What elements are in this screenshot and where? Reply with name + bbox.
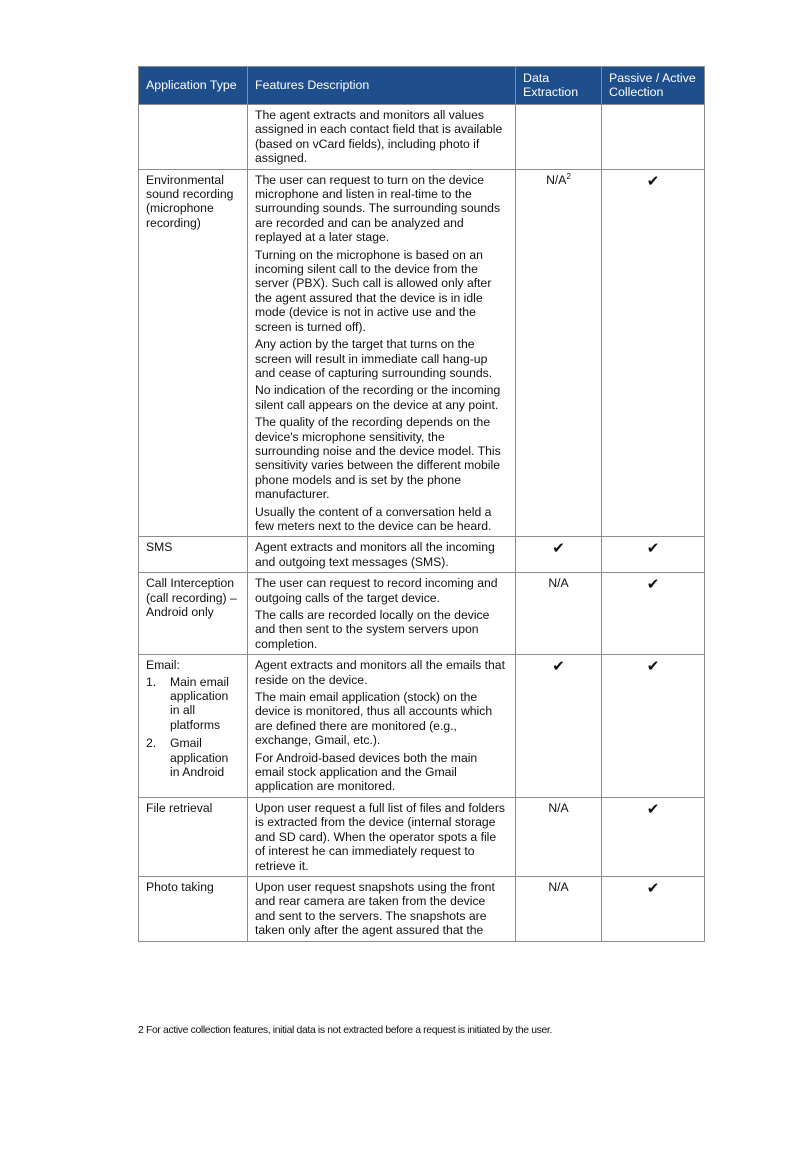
- checkmark-icon: ✔: [646, 172, 660, 190]
- checkmark-icon: ✔: [552, 658, 565, 676]
- description-cell: [248, 537, 516, 573]
- description-paragraph: The user can request to turn on the device microphone and listen in real-time to the surrounding sounds. The surrounding sounds are recorded and can be analyzed and replayed at a later stage.: [255, 172, 501, 245]
- table-row: [139, 876, 705, 941]
- description-paragraph: No indication of the recording or the incoming silent call appears on the device at any point.: [255, 383, 501, 412]
- data-extraction-cell: N/A: [516, 573, 602, 655]
- list-number: 2.: [146, 736, 157, 751]
- description-paragraph: The main email application (stock) on the device is monitored, thus all accounts which are defined there are monitored (e.g., exchange, Gmail, etc.).: [255, 690, 493, 748]
- header-application-type: Application Type: [139, 67, 248, 105]
- description-paragraph: Upon user request a full list of files and folders is extracted from the device (internal storage and SD card). When the operator spots a file of interest he can immediately request to retrieve it.: [255, 800, 505, 873]
- description-paragraph: Turning on the microphone is based on an incoming silent call to the device from the server (PBX). Such call is allowed only after the agent assured that the device is in idle mode (device is not in active use and the screen is turned off).: [255, 247, 492, 334]
- collection-cell: [602, 655, 705, 798]
- description-paragraph: Agent extracts and monitors all the incoming and outgoing text messages (SMS).: [255, 540, 495, 569]
- application-type-cell: File retrieval: [139, 797, 248, 876]
- description-paragraph: The quality of the recording depends on the device's microphone sensitivity, the surrounding noise and the device model. This sensitivity varies between the different mobile phone models and is set by the phone manufacturer.: [255, 415, 501, 502]
- table-row: [139, 537, 705, 573]
- checkmark-icon: ✔: [646, 800, 660, 818]
- table-row: [139, 797, 705, 876]
- list-item: [146, 736, 240, 779]
- description-cell: [248, 876, 516, 941]
- collection-cell: [602, 797, 705, 876]
- checkmark-icon: ✔: [646, 540, 660, 558]
- footnote-reference: 2: [566, 171, 571, 181]
- footnote: 2 For active collection features, initial data is not extracted before a request is initiated by the user.: [138, 1025, 552, 1036]
- data-extraction-cell: [516, 169, 602, 537]
- collection-cell: [602, 105, 705, 170]
- application-type-cell: Call Interception (call recording) – Android only: [139, 573, 248, 655]
- description-cell: [248, 797, 516, 876]
- description-paragraph: Any action by the target that turns on the screen will result in immediate call hang-up and cease of capturing surrounding sounds.: [255, 337, 493, 380]
- features-table: [138, 66, 705, 942]
- data-extraction-cell: [516, 105, 602, 170]
- header-data-extraction: Data Extraction: [516, 67, 602, 105]
- data-extraction-value: N/A: [546, 172, 567, 187]
- list-text: Gmail application in Android: [170, 736, 229, 780]
- data-extraction-cell: N/A: [516, 797, 602, 876]
- collection-cell: [602, 169, 705, 537]
- application-type-label: Email:: [146, 658, 180, 673]
- collection-cell: [602, 537, 705, 573]
- description-paragraph: For Android-based devices both the main email stock application and the Gmail application are monitored.: [255, 750, 478, 794]
- table-row: [139, 573, 705, 655]
- collection-cell: [602, 876, 705, 941]
- description-cell: [248, 655, 516, 798]
- email-app-list: [146, 675, 240, 780]
- application-type-cell: Photo taking: [139, 876, 248, 941]
- table-row: [139, 655, 705, 798]
- collection-cell: [602, 573, 705, 655]
- description-cell: [248, 169, 516, 537]
- header-collection: Passive / Active Collection: [602, 67, 705, 105]
- list-item: [146, 675, 240, 733]
- description-paragraph: Usually the content of a conversation held a few meters next to the device can be heard.: [255, 504, 492, 533]
- checkmark-icon: ✔: [646, 658, 660, 676]
- application-type-cell: SMS: [139, 537, 248, 573]
- data-extraction-cell: [516, 537, 602, 573]
- description-paragraph: The calls are recorded locally on the device and then sent to the system servers upon completion.: [255, 608, 490, 651]
- description-cell: [248, 105, 516, 170]
- description-paragraph: The user can request to record incoming and outgoing calls of the target device.: [255, 576, 498, 605]
- data-extraction-cell: N/A: [516, 876, 602, 941]
- checkmark-icon: ✔: [646, 879, 660, 897]
- table-header-row: [139, 67, 705, 105]
- application-type-cell: [139, 105, 248, 170]
- description-paragraph: Upon user request snapshots using the front and rear camera are taken from the device and sent to the servers. The snapshots are taken only after the agent assured that the: [255, 879, 495, 938]
- description-paragraph: Agent extracts and monitors all the emails that reside on the device.: [255, 658, 505, 687]
- checkmark-icon: ✔: [646, 576, 660, 594]
- application-type-cell: [139, 655, 248, 798]
- application-type-cell: Environmental sound recording (microphone recording): [139, 169, 248, 537]
- description-cell: [248, 573, 516, 655]
- description-paragraph: The agent extracts and monitors all values assigned in each contact field that is available (based on vCard fields), including photo if assigned.: [255, 108, 503, 166]
- header-features-description: Features Description: [248, 67, 516, 105]
- checkmark-icon: ✔: [552, 540, 565, 558]
- list-text: Main email application in all platforms: [170, 674, 229, 732]
- table-row: [139, 105, 705, 170]
- list-number: 1.: [146, 674, 157, 689]
- table-row: [139, 169, 705, 537]
- data-extraction-cell: [516, 655, 602, 798]
